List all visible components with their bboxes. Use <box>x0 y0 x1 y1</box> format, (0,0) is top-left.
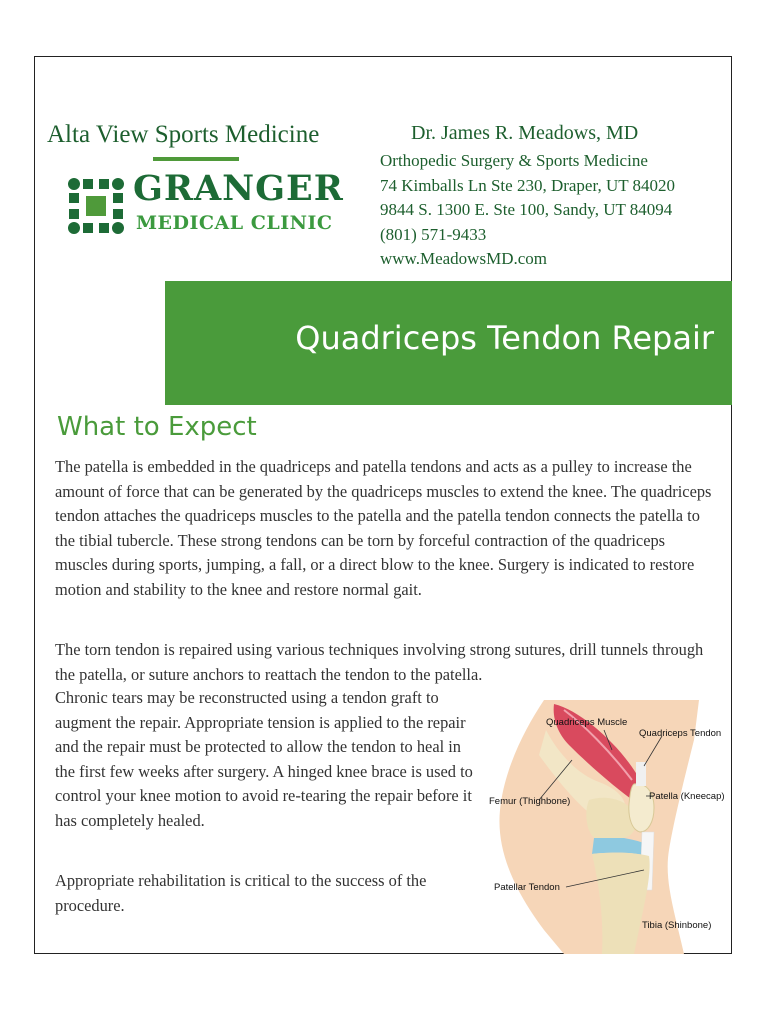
paragraph-4: Appropriate rehabilitation is critical to the success of the procedure. <box>55 871 427 915</box>
label-tibia: Tibia (Shinbone) <box>642 920 712 931</box>
contact-block <box>380 149 675 272</box>
website-link[interactable]: www.MeadowsMD.com <box>380 249 547 268</box>
paragraph-1: The patella is embedded in the quadriceps and patella tendons and acts as a pulley to increase the amount of force that can be generated by the quadriceps muscles to extend the knee. The quadriceps tendon attaches the quadriceps muscles to the patella and the patella tendon connects the patella to the tibial tubercle. These strong tendons can be torn by forceful contraction of the quadriceps muscles during sports, jumping, a fall, or a direct blow to the knee. Surgery is indicated to restore motion and stability to the knee and restore normal gait. <box>55 457 712 599</box>
paragraph-2: The torn tendon is repaired using various techniques involving strong sutures, drill tunnels through the patella, or suture anchors to reattach the tendon to the patella. <box>55 640 704 684</box>
specialty: Orthopedic Surgery & Sports Medicine <box>380 151 648 170</box>
label-quadriceps-tendon: Quadriceps Tendon <box>639 728 722 739</box>
divider <box>153 157 239 161</box>
paragraph-3: Chronic tears may be reconstructed using a tendon graft to augment the repair. Appropriate tension is applied to the repair and the repair must be protected to allow the tendon to heal in the first few weeks after surgery. A hinged knee brace is used to control your knee motion to avoid re-tearing the repair before it has completely healed. <box>55 688 473 830</box>
label-patella: Patella (Kneecap) <box>649 791 725 802</box>
phone: (801) 571-9433 <box>380 224 487 244</box>
doctor-name: Dr. James R. Meadows, MD <box>411 122 639 144</box>
section-heading: What to Expect <box>57 412 257 442</box>
knee-anatomy-illustration <box>484 700 732 954</box>
address-sandy: 9844 S. 1300 E. Ste 100, Sandy, UT 84094 <box>380 200 673 219</box>
logo-subtitle: MEDICAL CLINIC <box>136 212 333 234</box>
label-patellar-tendon: Patellar Tendon <box>494 882 560 893</box>
clinic-name: Alta View Sports Medicine <box>47 121 320 148</box>
address-draper: 74 Kimballs Ln Ste 230, Draper, UT 84020 <box>380 175 676 195</box>
granger-logo-icon <box>66 176 126 236</box>
label-femur: Femur (Thighbone) <box>489 796 571 807</box>
logo-wordmark: GRANGER <box>133 168 344 209</box>
page-title: Quadriceps Tendon Repair <box>295 319 714 357</box>
title-banner <box>165 281 732 405</box>
label-quadriceps-muscle: Quadriceps Muscle <box>546 717 628 728</box>
